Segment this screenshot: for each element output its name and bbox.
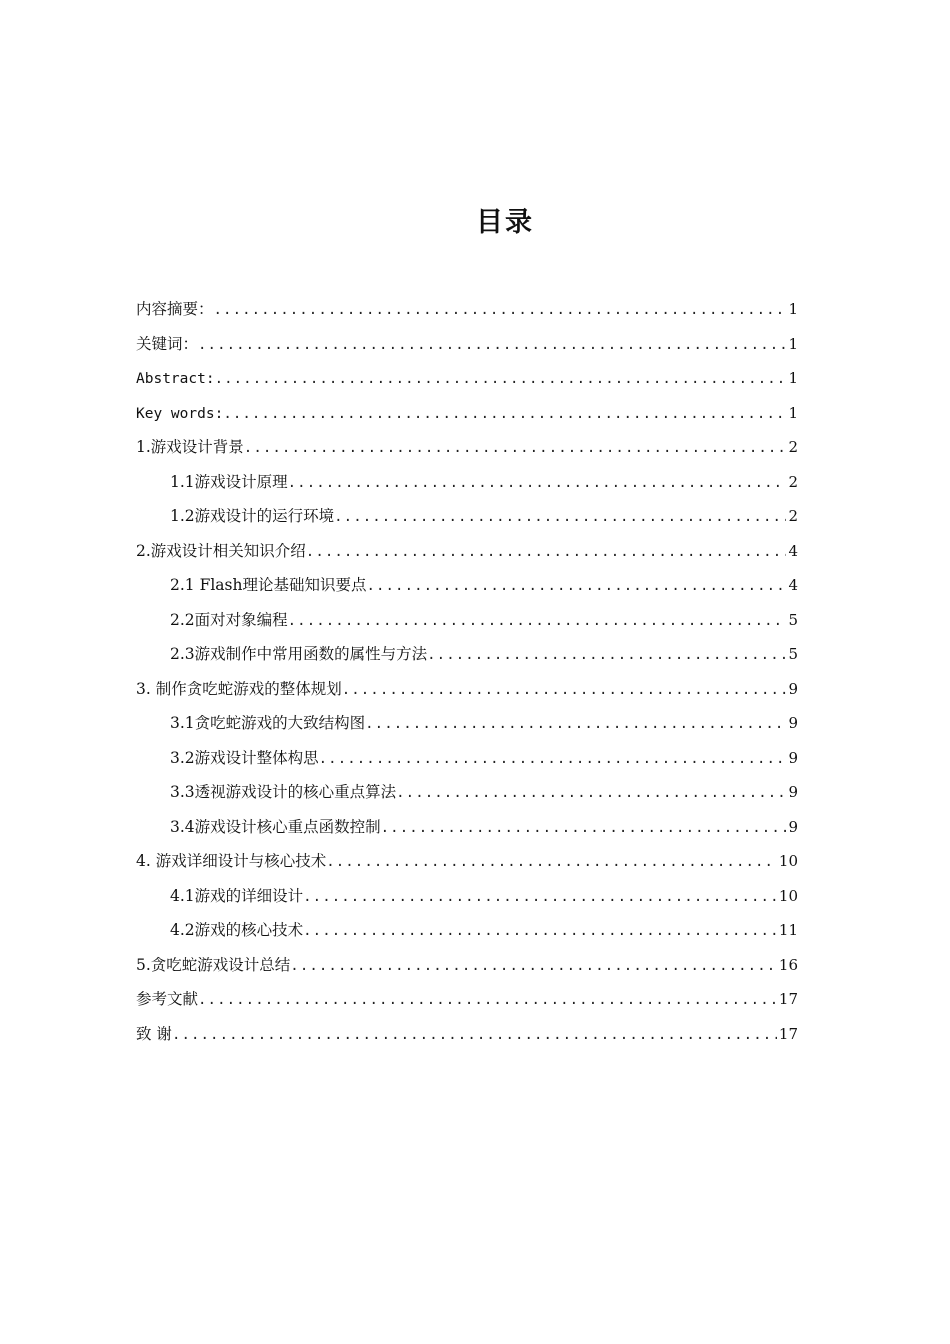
toc-dot-leader bbox=[244, 431, 787, 465]
toc-entry[interactable] bbox=[136, 637, 798, 672]
toc-page-number: 9 bbox=[788, 783, 798, 801]
toc-dot-leader bbox=[198, 328, 786, 362]
toc-page-number: 9 bbox=[788, 817, 798, 836]
toc-entry-label: 2.游戏设计相关知识介绍 bbox=[136, 541, 306, 560]
toc-entry[interactable] bbox=[136, 948, 798, 983]
toc-entry-label: 4.1游戏的详细设计 bbox=[170, 886, 304, 905]
toc-page-number: 17 bbox=[778, 1024, 798, 1043]
toc-entry[interactable] bbox=[136, 396, 798, 431]
toc-entry-label: 1.2游戏设计的运行环境 bbox=[170, 507, 335, 525]
toc-dot-leader bbox=[223, 397, 786, 431]
toc-entry-label: 参考文献 bbox=[136, 990, 199, 1008]
toc-entry[interactable] bbox=[136, 1017, 798, 1052]
toc-entry-label: 2.2面对对象编程 bbox=[170, 610, 288, 629]
toc-entry-label: 3.2游戏设计整体构思 bbox=[170, 748, 319, 767]
toc-entry[interactable] bbox=[136, 706, 798, 741]
toc-page-number: 2 bbox=[788, 438, 798, 456]
toc-dot-leader bbox=[288, 604, 787, 638]
toc-page-number: 2 bbox=[788, 472, 798, 491]
toc-dot-leader bbox=[342, 673, 787, 707]
toc-page-number: 1 bbox=[788, 300, 798, 318]
toc-entry[interactable] bbox=[136, 430, 798, 465]
toc-entry[interactable] bbox=[136, 982, 798, 1017]
toc-entry-label: 4.2游戏的核心技术 bbox=[170, 921, 304, 939]
toc-entry-label: 2.1 Flash理论基础知识要点 bbox=[170, 576, 367, 594]
toc-dot-leader bbox=[172, 1018, 777, 1052]
toc-entry[interactable] bbox=[136, 568, 798, 603]
toc-entry-label: 2.3游戏制作中常用函数的属性与方法 bbox=[170, 645, 428, 663]
toc-entry[interactable] bbox=[136, 913, 798, 948]
toc-entry[interactable] bbox=[136, 465, 798, 500]
toc-entry[interactable] bbox=[136, 361, 798, 396]
toc-page-number: 17 bbox=[778, 990, 798, 1008]
toc-page-number: 9 bbox=[788, 748, 798, 767]
toc-dot-leader bbox=[334, 500, 786, 534]
toc-page-number: 2 bbox=[788, 507, 798, 525]
toc-entry-label: 致 谢 bbox=[136, 1024, 172, 1043]
toc-page-number: 5 bbox=[788, 610, 798, 629]
toc-page-number: 11 bbox=[778, 921, 798, 939]
toc-page-number: 16 bbox=[778, 955, 798, 974]
toc-page-number: 1 bbox=[788, 369, 798, 387]
toc-dot-leader bbox=[396, 776, 786, 810]
toc-page-number: 4 bbox=[788, 576, 798, 594]
toc-entry-label: 内容摘要： bbox=[136, 300, 214, 318]
toc-dot-leader bbox=[303, 880, 777, 914]
toc-entry[interactable] bbox=[136, 499, 798, 534]
table-of-contents bbox=[136, 292, 798, 1051]
toc-page-number: 1 bbox=[788, 334, 798, 353]
toc-dot-leader bbox=[198, 983, 777, 1017]
toc-entry-label: 3. 制作贪吃蛇游戏的整体规划 bbox=[136, 679, 342, 698]
toc-dot-leader bbox=[306, 535, 787, 569]
toc-page-number: 5 bbox=[788, 645, 798, 663]
toc-dot-leader bbox=[326, 845, 777, 879]
toc-dot-leader bbox=[290, 949, 777, 983]
toc-page-number: 1 bbox=[788, 403, 798, 422]
toc-entry-label: 3.3透视游戏设计的核心重点算法 bbox=[170, 783, 397, 801]
toc-entry[interactable] bbox=[136, 741, 798, 776]
toc-page-number: 10 bbox=[778, 886, 798, 905]
toc-dot-leader bbox=[214, 293, 787, 327]
toc-page-number: 10 bbox=[778, 852, 798, 870]
toc-entry-label: 1.1游戏设计原理 bbox=[170, 472, 288, 491]
toc-dot-leader bbox=[427, 638, 786, 672]
toc-entry-label: 1.游戏设计背景 bbox=[136, 438, 244, 456]
toc-entry[interactable] bbox=[136, 672, 798, 707]
toc-entry[interactable] bbox=[136, 879, 798, 914]
toc-dot-leader bbox=[288, 466, 787, 500]
toc-entry-label: 关键词： bbox=[136, 334, 199, 353]
toc-entry[interactable] bbox=[136, 844, 798, 879]
toc-entry[interactable] bbox=[136, 810, 798, 845]
toc-entry-label: Key words: bbox=[136, 405, 224, 422]
toc-page-number: 9 bbox=[788, 679, 798, 698]
toc-page-number: 4 bbox=[788, 541, 798, 560]
toc-entry-label: 3.4游戏设计核心重点函数控制 bbox=[170, 817, 381, 836]
toc-entry-label: 3.1贪吃蛇游戏的大致结构图 bbox=[170, 714, 366, 732]
toc-dot-leader bbox=[365, 707, 786, 741]
toc-entry[interactable] bbox=[136, 603, 798, 638]
toc-dot-leader bbox=[319, 742, 787, 776]
toc-entry[interactable] bbox=[136, 327, 798, 362]
toc-entry-label: 5.贪吃蛇游戏设计总结 bbox=[136, 955, 291, 974]
toc-dot-leader bbox=[215, 362, 787, 396]
toc-entry[interactable] bbox=[136, 534, 798, 569]
toc-entry[interactable] bbox=[136, 292, 798, 327]
toc-entry[interactable] bbox=[136, 775, 798, 810]
toc-entry-label: 4. 游戏详细设计与核心技术 bbox=[136, 852, 327, 870]
toc-page-number: 9 bbox=[788, 714, 798, 732]
toc-title: 目录 bbox=[476, 207, 534, 238]
toc-dot-leader bbox=[303, 914, 777, 948]
toc-dot-leader bbox=[381, 811, 787, 845]
toc-entry-label: Abstract: bbox=[136, 371, 215, 387]
toc-dot-leader bbox=[366, 569, 786, 603]
